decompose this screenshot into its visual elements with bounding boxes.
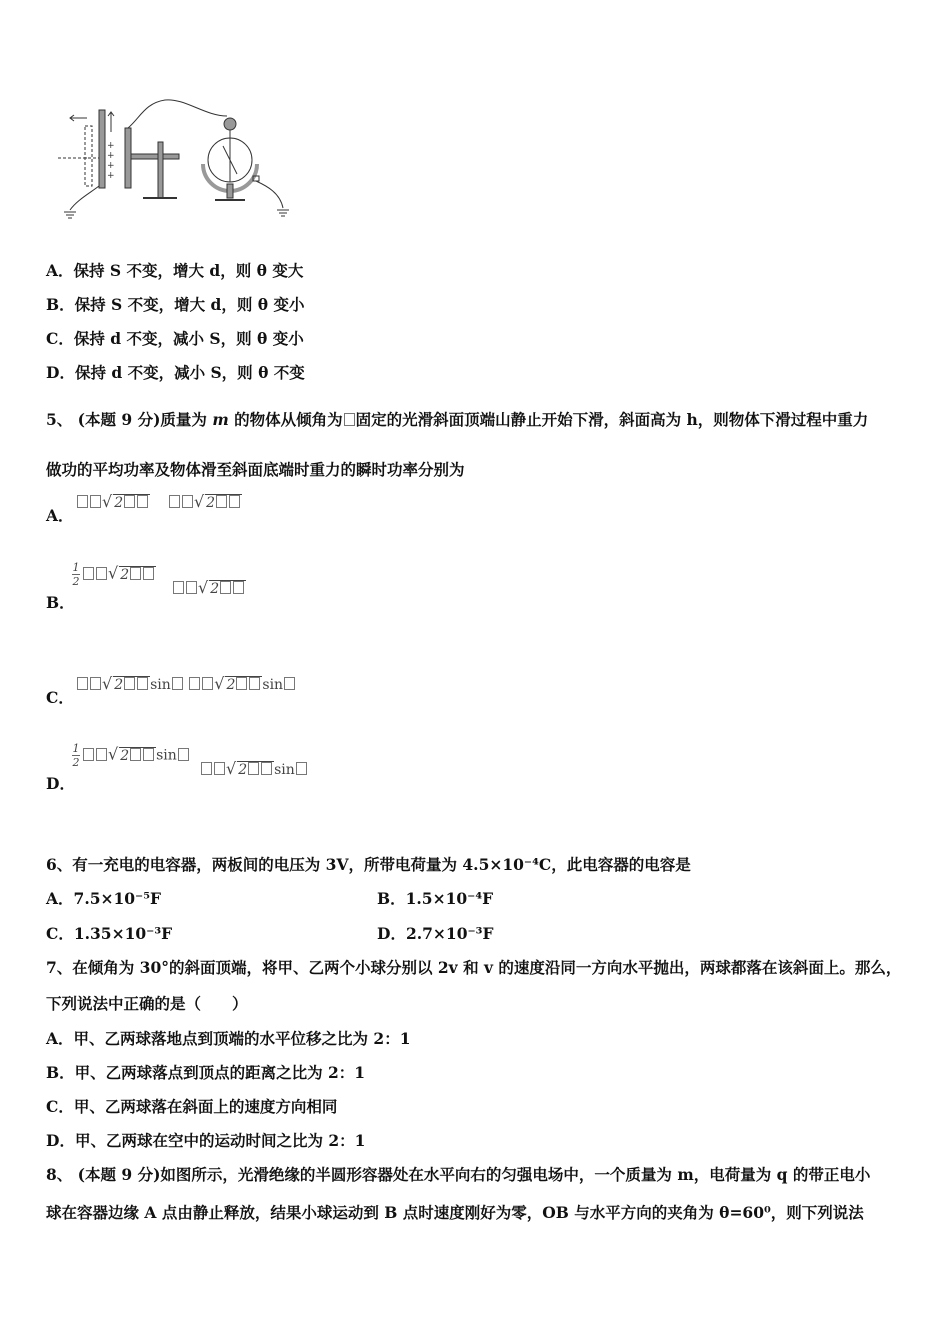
svg-text:+: + [107, 151, 115, 161]
q6-option-b[interactable]: B．1.5×10⁻⁴F [377, 889, 494, 908]
right-plate [125, 128, 131, 188]
svg-text:+: + [107, 141, 115, 151]
q5-option-a[interactable]: A． [46, 506, 74, 525]
capacitor-electrometer-figure [55, 98, 295, 238]
svg-text:+: + [107, 171, 115, 181]
q7-option-c[interactable]: C．甲、乙两球落在斜面上的速度方向相同 [46, 1097, 338, 1116]
q4-option-d[interactable]: D．保持 d 不变，减小 S，则 θ 不变 [46, 363, 305, 382]
q5-option-d-formula-2: √ 2 sin [200, 759, 308, 778]
q4-option-b[interactable]: B．保持 S 不变，增大 d，则 θ 变小 [46, 295, 305, 314]
q4-option-a[interactable]: A．保持 S 不变，增大 d，则 θ 变大 [46, 261, 304, 280]
q6-stem: 6、有一充电的电容器，两板间的电压为 3V，所带电荷量为 4.5×10⁻⁴C，此电容器的电容是 [46, 855, 691, 874]
missing-symbol-box [344, 413, 355, 426]
q8-stem-line1: 8、 (本题 9 分)如图所示，光滑绝缘的半圆形容器处在水平向右的匀强电场中，一个质量为 m，电荷量为 q 的带正电小 [46, 1165, 871, 1184]
q7-option-a[interactable]: A．甲、乙两球落地点到顶端的水平位移之比为 2：1 [46, 1029, 411, 1048]
q5-option-c-formula: √ 2 sin √ 2 sin [76, 674, 296, 693]
q8-stem-line2: 球在容器边缘 A 点由静止释放，结果小球运动到 B 点时速度刚好为零，OB 与水平方向的夹角为 θ=60⁰，则下列说法 [46, 1203, 864, 1222]
q7-stem-line1: 7、在倾角为 30°的斜面顶端，将甲、乙两个小球分别以 2v 和 v 的速度沿同一方向水平抛出，两球都落在该斜面上。那么， [46, 958, 902, 977]
q5-option-a-formula: √ 2 √ 2 [76, 492, 242, 511]
dashed-plate [85, 126, 92, 186]
svg-text:+: + [107, 161, 115, 171]
q7-stem-line2: 下列说法中正确的是（ ） [46, 994, 248, 1013]
left-plate [99, 110, 105, 188]
q5-option-d-formula-1: $\frac{1}{2}$ √ 2 sin [72, 743, 190, 768]
q5-stem-line2: 做功的平均功率及物体滑至斜面底端时重力的瞬时功率分别为 [46, 460, 465, 479]
q5-option-d[interactable]: D． [46, 774, 75, 793]
q6-option-d[interactable]: D．2.7×10⁻³F [377, 924, 494, 943]
q5-option-b[interactable]: B． [46, 593, 75, 612]
q5-option-c[interactable]: C． [46, 688, 74, 707]
q7-option-d[interactable]: D．甲、乙两球在空中的运动时间之比为 2：1 [46, 1131, 366, 1150]
q5-stem-line1: 5、 (本题 9 分)质量为 m 的物体从倾角为 固定的光滑斜面顶端山静止开始下滑，斜面高为 h，则物体下滑过程中重力 [46, 410, 869, 429]
q7-option-b[interactable]: B．甲、乙两球落点到顶点的距离之比为 2：1 [46, 1063, 366, 1082]
q6-option-a[interactable]: A．7.5×10⁻⁵F [46, 889, 162, 908]
q6-option-c[interactable]: C．1.35×10⁻³F [46, 924, 173, 943]
q5-option-b-formula-2: √ 2 [172, 578, 246, 597]
q5-option-b-formula-1: $\frac{1}{2}$ √ 2 [72, 562, 156, 587]
q4-option-c[interactable]: C．保持 d 不变，减小 S，则 θ 变小 [46, 329, 304, 348]
